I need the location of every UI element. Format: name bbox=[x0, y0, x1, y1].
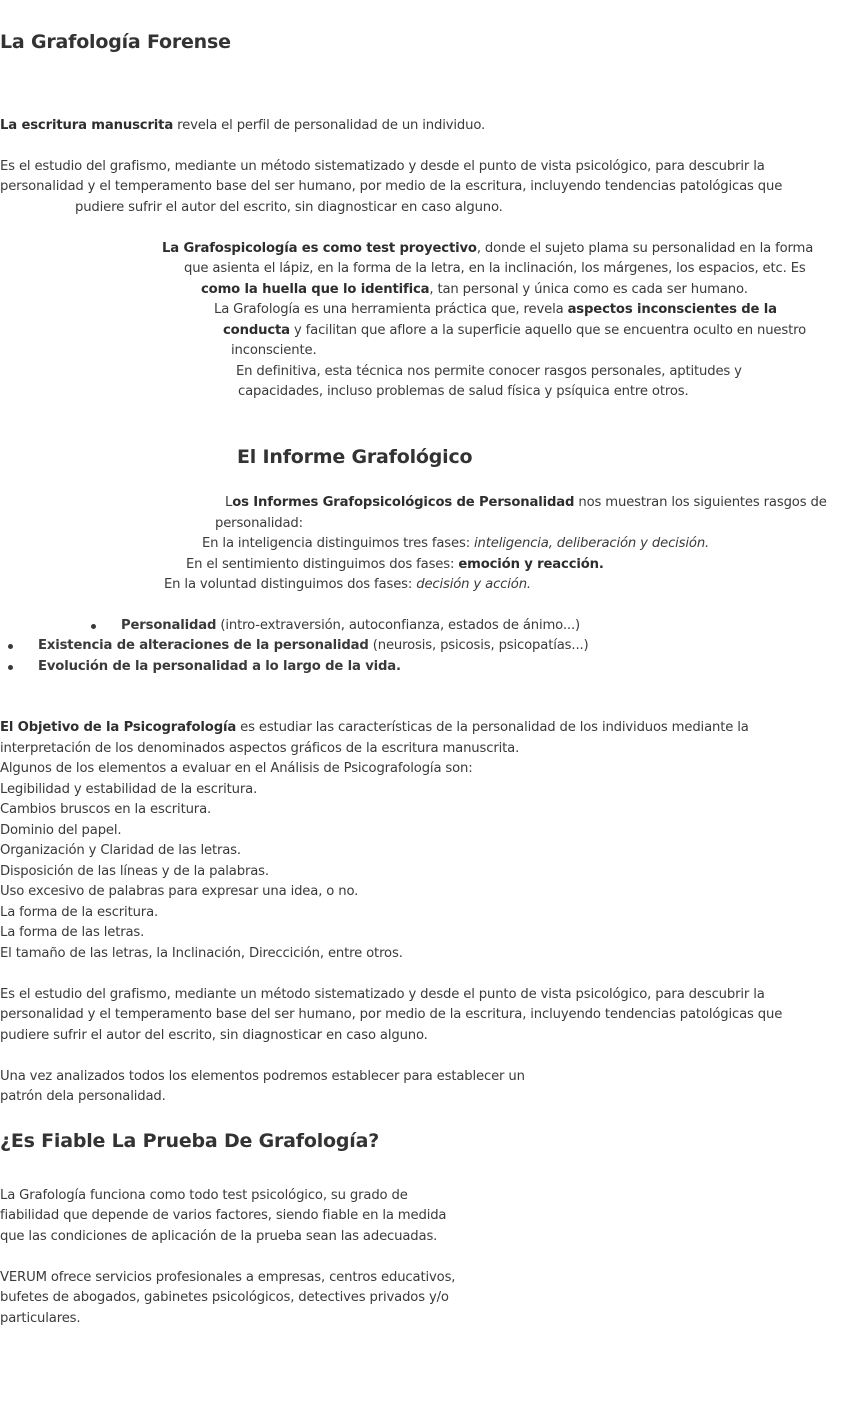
grafo-text-5: y facilitan que aflore a la superficie aquello que se encuentra oculto en nuestro bbox=[289, 323, 807, 338]
para2-line-1: Es el estudio del grafismo, mediante un método sistematizado y desde el punto de vista psicológico, para descubrir la bbox=[0, 987, 765, 1002]
grafo-line-7: En definitiva, esta técnica nos permite conocer rasgos personales, aptitudes y bbox=[236, 364, 742, 379]
informe-text-3: En la inteligencia distinguimos tres fases: bbox=[202, 536, 475, 551]
informe-line-2: personalidad: bbox=[215, 516, 303, 531]
fiable-p2-line-3: particulares. bbox=[0, 1311, 81, 1326]
para1-line-2: personalidad y el temperamento base del ser humano, por medio de la escritura, incluyendo tendencias patológicas que bbox=[0, 179, 783, 194]
informe-text-1b: nos muestran los siguientes rasgos de bbox=[574, 495, 827, 510]
informe-em-5: decisión y acción. bbox=[416, 577, 531, 592]
para2-line-2: personalidad y el temperamento base del ser humano, por medio de la escritura, incluyendo tendencias patológicas que bbox=[0, 1007, 783, 1022]
bullet-dot-1 bbox=[91, 624, 96, 629]
bullet-dot-3 bbox=[8, 665, 13, 670]
objetivo-line-4: Legibilidad y estabilidad de la escritura. bbox=[0, 782, 258, 797]
fiable-heading: ¿Es Fiable La Prueba De Grafología? bbox=[0, 1130, 380, 1152]
fiable-p1-line-1: La Grafología funciona como todo test psicológico, su grado de bbox=[0, 1188, 408, 1203]
bullet-bold-2: Existencia de alteraciones de la personalidad bbox=[38, 638, 369, 653]
grafo-bold-4: aspectos inconscientes de la bbox=[567, 302, 777, 317]
fiable-p1-line-3: que las condiciones de aplicación de la prueba sean las adecuadas. bbox=[0, 1229, 438, 1244]
objetivo-line-12: El tamaño de las letras, la Inclinación, Direccición, entre otros. bbox=[0, 946, 403, 961]
objetivo-line-7: Organización y Claridad de las letras. bbox=[0, 843, 241, 858]
informe-line-5 bbox=[164, 575, 531, 596]
bullet-dot-2 bbox=[8, 644, 13, 649]
bullet-item-2 bbox=[38, 636, 589, 657]
objetivo-bold: El Objetivo de la Psicografología bbox=[0, 720, 237, 735]
patron-line-2: patrón dela personalidad. bbox=[0, 1089, 166, 1104]
grafo-text-3: , tan personal y única como es cada ser humano. bbox=[429, 282, 748, 297]
grafo-line-4 bbox=[214, 300, 777, 321]
grafo-text-1: , donde el sujeto plama su personalidad en la forma bbox=[476, 241, 814, 256]
informe-text-4: En el sentimiento distinguimos dos fases: bbox=[186, 557, 459, 572]
grafo-bold-3: como la huella que lo identifica bbox=[201, 282, 430, 297]
patron-line-1: Una vez analizados todos los elementos podremos establecer para establecer un bbox=[0, 1069, 525, 1084]
fiable-p1-line-2: fiabilidad que depende de varios factores, siendo fiable en la medida bbox=[0, 1208, 447, 1223]
para2-line-3: pudiere sufrir el autor del escrito, sin diagnosticar en caso alguno. bbox=[0, 1028, 428, 1043]
objetivo-line-11: La forma de las letras. bbox=[0, 925, 145, 940]
informe-text-1a: L bbox=[225, 495, 233, 510]
grafo-line-2: que asienta el lápiz, en la forma de la letra, en la inclinación, los márgenes, los espacios, etc. Es bbox=[184, 261, 806, 276]
objetivo-line-5: Cambios bruscos en la escritura. bbox=[0, 802, 212, 817]
objetivo-line-2: interpretación de los denominados aspectos gráficos de la escritura manuscrita. bbox=[0, 741, 520, 756]
grafo-bold-5: conducta bbox=[223, 323, 290, 338]
bullet-text-2: (neurosis, psicosis, psicopatías...) bbox=[368, 638, 589, 653]
grafo-line-3 bbox=[201, 280, 748, 301]
para1-line-1: Es el estudio del grafismo, mediante un método sistematizado y desde el punto de vista psicológico, para descubrir la bbox=[0, 159, 765, 174]
intro-line bbox=[0, 116, 485, 137]
informe-line-4 bbox=[186, 555, 604, 576]
intro-bold: La escritura manuscrita bbox=[0, 118, 174, 133]
objetivo-line-3: Algunos de los elementos a evaluar en el Análisis de Psicografología son: bbox=[0, 761, 473, 776]
informe-line-3 bbox=[202, 534, 709, 555]
objetivo-line-8: Disposición de las líneas y de la palabras. bbox=[0, 864, 269, 879]
grafo-line-6: inconsciente. bbox=[231, 343, 317, 358]
informe-line-1 bbox=[225, 493, 827, 514]
objetivo-line-6: Dominio del papel. bbox=[0, 823, 122, 838]
grafo-line-5 bbox=[223, 321, 806, 342]
informe-heading: El Informe Grafológico bbox=[237, 446, 473, 468]
intro-rest: revela el perfil de personalidad de un individuo. bbox=[173, 118, 486, 133]
objetivo-line-1 bbox=[0, 718, 749, 739]
bullet-item-3 bbox=[38, 657, 401, 678]
bullet-bold-3: Evolución de la personalidad a lo largo de la vida. bbox=[38, 659, 401, 674]
objetivo-line-10: La forma de la escritura. bbox=[0, 905, 159, 920]
informe-text-5: En la voluntad distinguimos dos fases: bbox=[164, 577, 417, 592]
page-title: La Grafología Forense bbox=[0, 31, 231, 53]
grafo-bold-1: La Grafospicología es como test proyectivo bbox=[162, 241, 477, 256]
informe-em-3: inteligencia, deliberación y decisión. bbox=[474, 536, 710, 551]
fiable-p2-line-2: bufetes de abogados, gabinetes psicológicos, detectives privados y/o bbox=[0, 1290, 449, 1305]
bullet-text-1: (intro-extraversión, autoconfianza, estados de ánimo...) bbox=[216, 618, 580, 633]
fiable-p2-line-1: VERUM ofrece servicios profesionales a empresas, centros educativos, bbox=[0, 1270, 456, 1285]
grafo-text-4: La Grafología es una herramienta práctica que, revela bbox=[214, 302, 568, 317]
objetivo-text-1: es estudiar las características de la personalidad de los individuos mediante la bbox=[236, 720, 749, 735]
grafo-line-8: capacidades, incluso problemas de salud física y psíquica entre otros. bbox=[238, 384, 689, 399]
bullet-item-1 bbox=[121, 616, 580, 637]
grafo-line-1 bbox=[162, 239, 813, 260]
bullet-bold-1: Personalidad bbox=[121, 618, 217, 633]
para1-line-3: pudiere sufrir el autor del escrito, sin diagnosticar en caso alguno. bbox=[75, 200, 503, 215]
informe-bold-1: os Informes Grafopsicológicos de Personalidad bbox=[232, 495, 575, 510]
objetivo-line-9: Uso excesivo de palabras para expresar una idea, o no. bbox=[0, 884, 359, 899]
informe-bold-4: emoción y reacción. bbox=[458, 557, 604, 572]
